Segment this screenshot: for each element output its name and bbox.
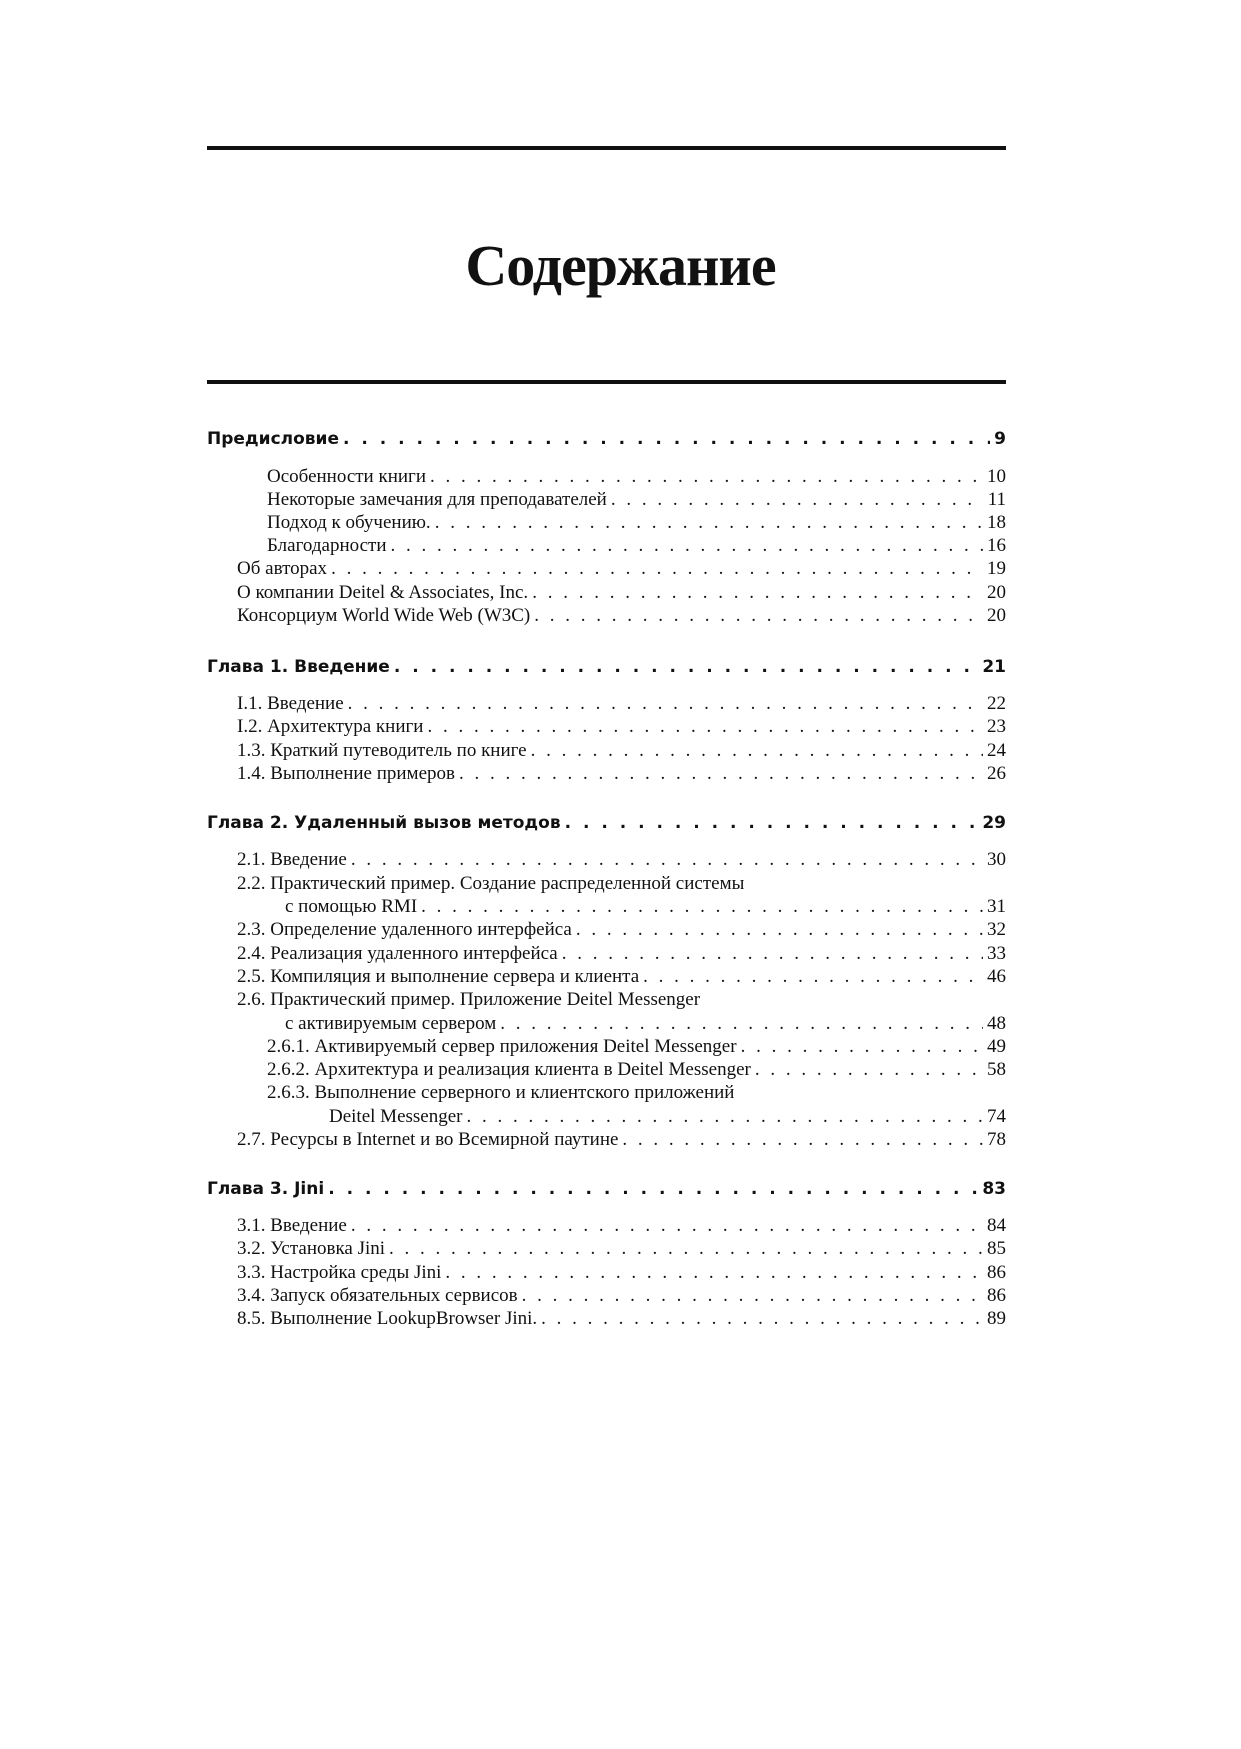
toc-entry-chapter-2: Глава 2. Удаленный вызов методов . . . 29 [207,812,1006,834]
toc-entry: 3.3. Настройка среды Jini . . . 86 [237,1262,1006,1284]
toc-entry: 3.1. Введение . . . 84 [237,1215,1006,1237]
toc-entry: 2.4. Реализация удаленного интерфейса . . . 33 [237,943,1006,965]
toc-entry: с помощью RMI . . . 31 [285,896,1006,918]
toc-entry: Подход к обучению. . . . 18 [267,512,1006,534]
toc-entry: 2.6.2. Архитектура и реализация клиента в Deitel Messenger . . . 58 [267,1059,1006,1081]
top-rule [207,146,1006,150]
toc-entry: 2.6.1. Активируемый сервер приложения Deitel Messenger . . . 49 [267,1036,1006,1058]
page-title: Содержание [465,233,776,298]
toc-entry: Особенности книги . . . 10 [267,466,1006,488]
toc-entry: 2.6. Практический пример. Приложение Deitel Messenger [237,989,701,1010]
toc-entry-chapter-3: Глава 3. Jini . . . 83 [207,1178,1006,1200]
toc-entry: 2.1. Введение . . . 30 [237,849,1006,871]
toc-entry-preface: Предисловие . . . 9 [207,428,1006,450]
toc-entry: Deitel Messenger . . . 74 [329,1106,1006,1128]
toc-entry: Благодарности . . . 16 [267,535,1006,557]
toc-entry: 2.6.3. Выполнение серверного и клиентского приложений [267,1082,735,1103]
toc-entry: Об авторах . . . 19 [237,558,1006,580]
toc-entry: 3.2. Установка Jini . . . 85 [237,1238,1006,1260]
toc-entry: Консорциум World Wide Web (W3C) . . . 20 [237,605,1006,627]
title-bottom-rule [207,380,1006,384]
toc-entry: Некоторые замечания для преподавателей . . . 11 [267,489,1006,511]
toc-entry: I.1. Введение . . . 22 [237,693,1006,715]
toc-entry: I.2. Архитектура книги . . . 23 [237,716,1006,738]
toc-entry: 2.3. Определение удаленного интерфейса . . . 32 [237,919,1006,941]
toc-entry: 1.4. Выполнение примеров . . . 26 [237,763,1006,785]
toc-entry: 3.4. Запуск обязательных сервисов . . . 86 [237,1285,1006,1307]
toc-entry: О компании Deitel & Associates, Inc. . . . 20 [237,582,1006,604]
toc-entry: 8.5. Выполнение LookupBrowser Jini. . . . 89 [237,1308,1006,1330]
toc-entry: 1.3. Краткий путеводитель по книге . . . 24 [237,740,1006,762]
toc-entry: 2.2. Практический пример. Создание распределенной системы [237,873,745,894]
toc-entry: 2.5. Компиляция и выполнение сервера и клиента . . . 46 [237,966,1006,988]
toc-entry-chapter-1: Глава 1. Введение . . . 21 [207,656,1006,678]
toc-entry: с активируемым сервером . . . 48 [285,1013,1006,1035]
toc-entry: 2.7. Ресурсы в Internet и во Всемирной паутине . . . 78 [237,1129,1006,1151]
